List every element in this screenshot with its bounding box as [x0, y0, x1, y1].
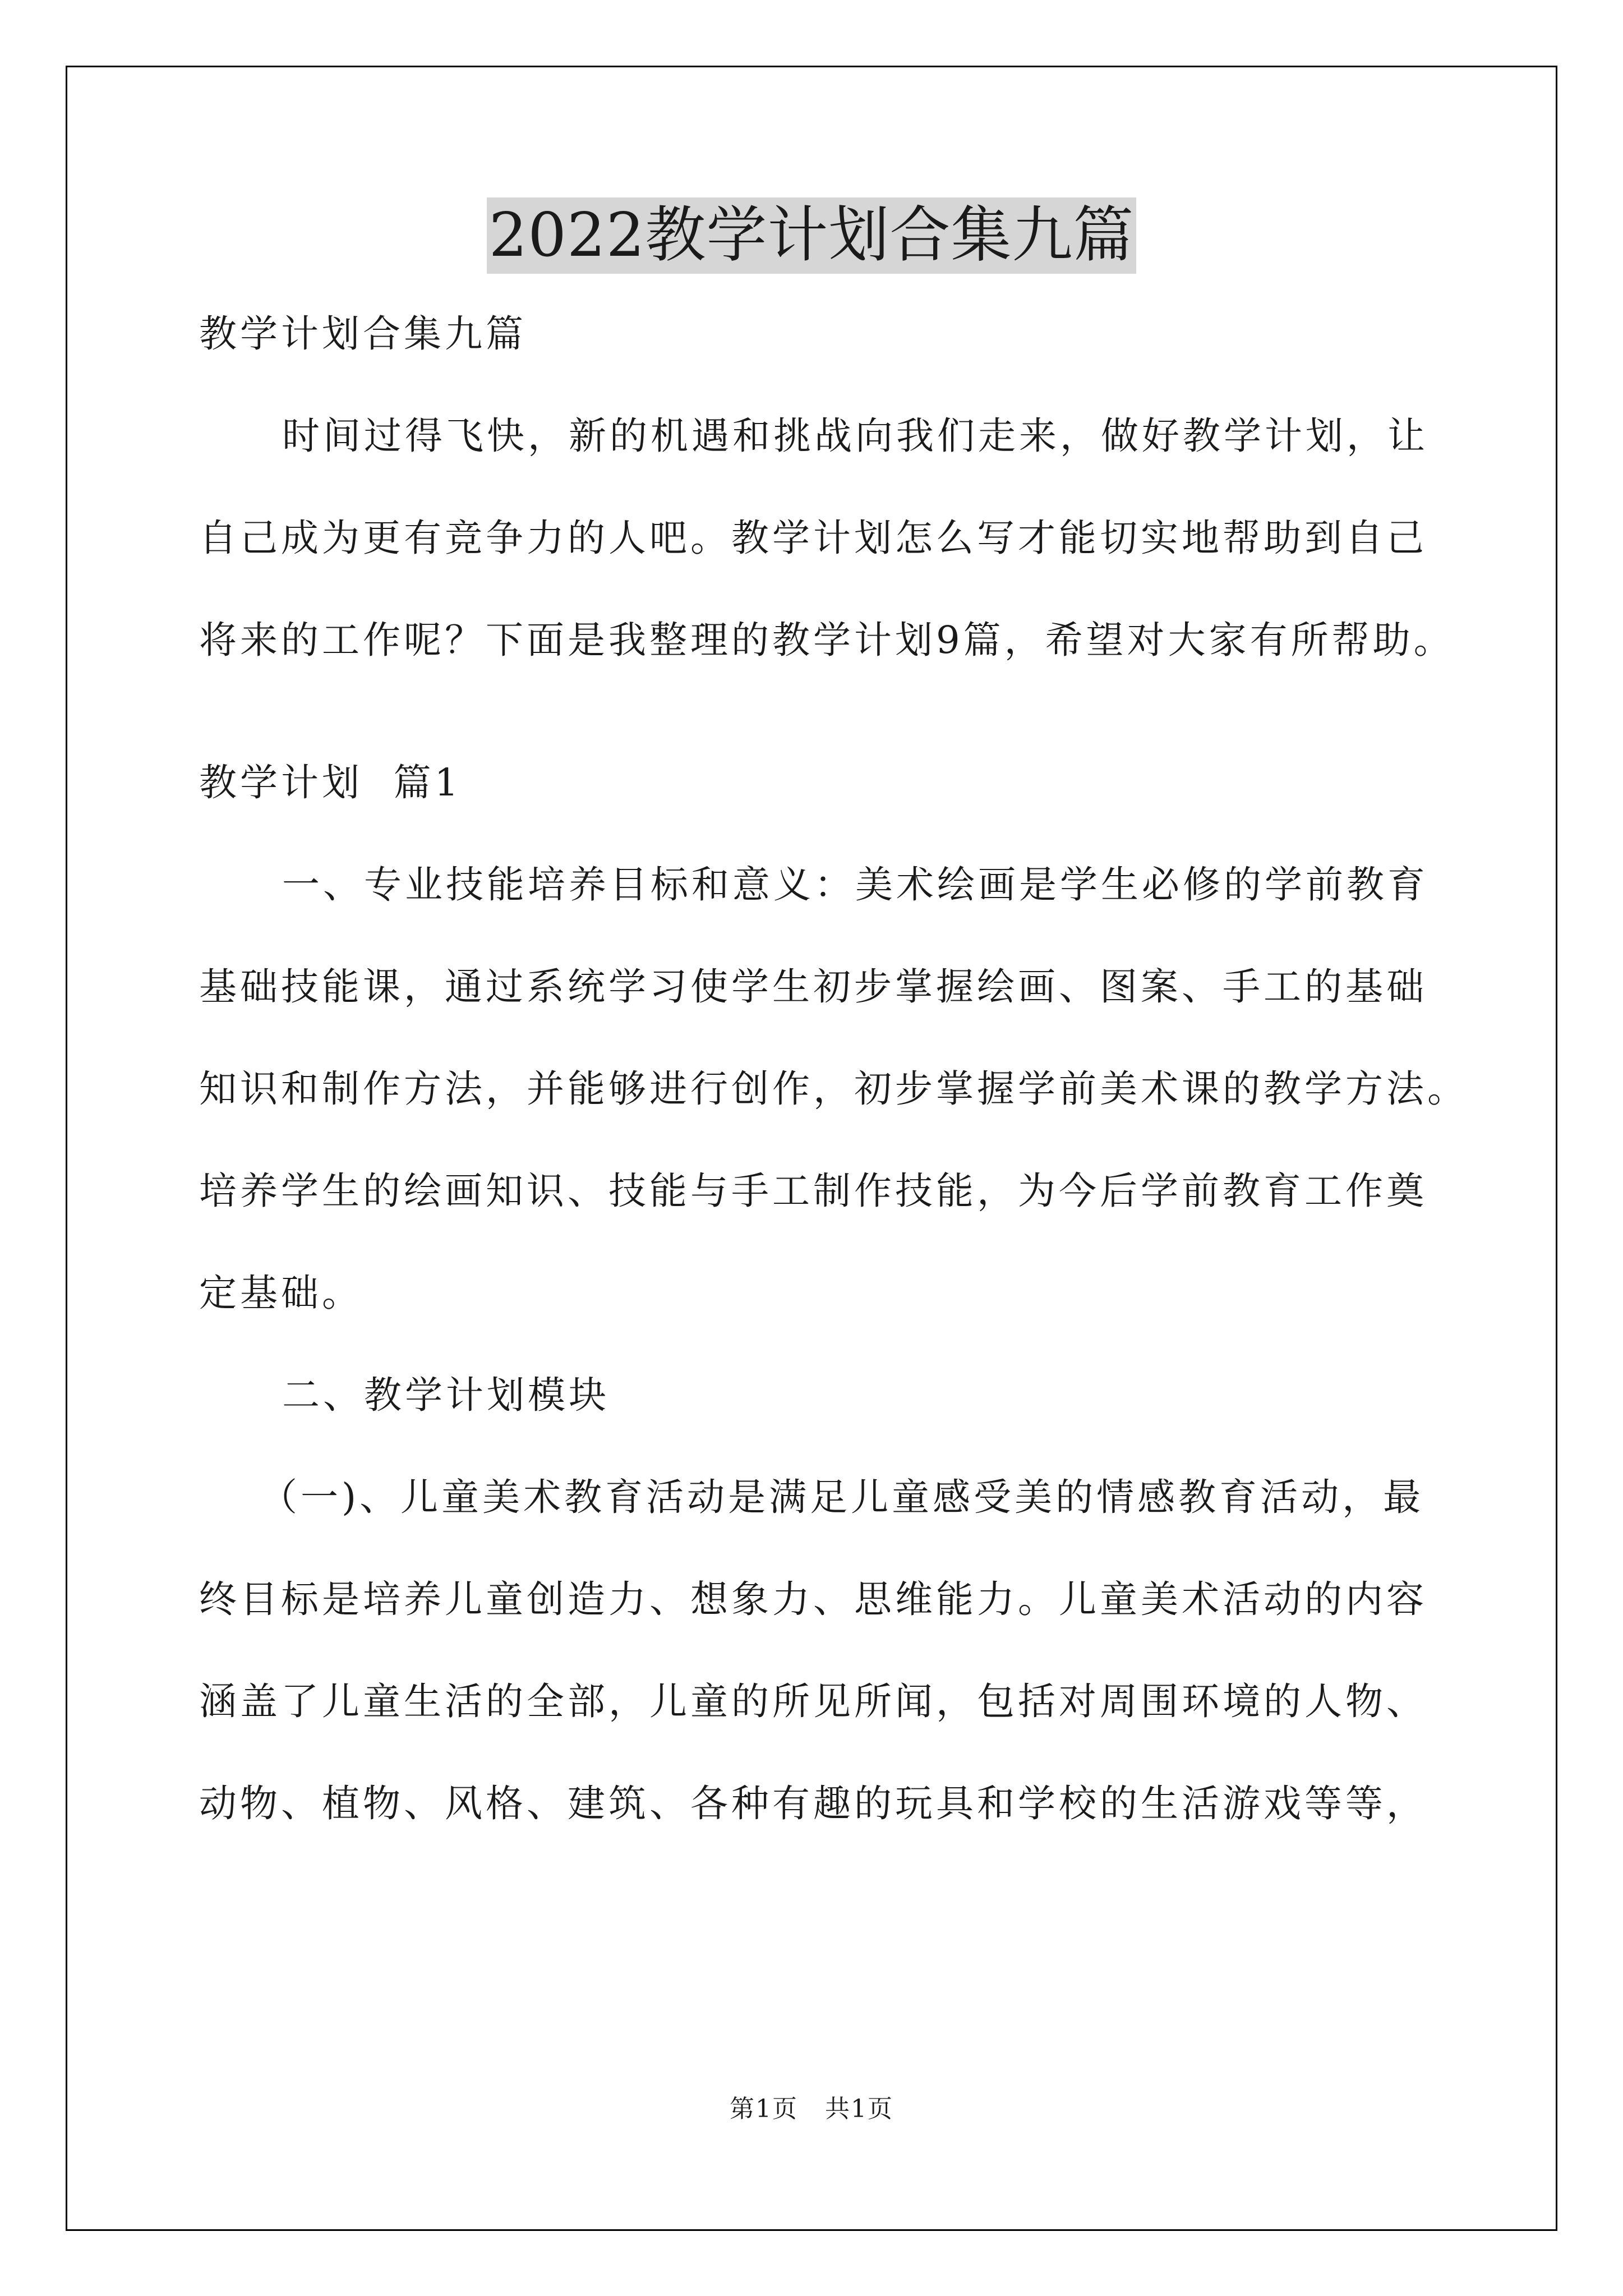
title-wrap — [0, 197, 1623, 274]
document-subtitle: 教学计划合集九篇 — [199, 312, 527, 356]
paragraph-line: 定基础。 — [199, 1271, 363, 1315]
intro-line: 时间过得飞快，新的机遇和挑战向我们走来，做好教学计划，让 — [282, 414, 1428, 458]
paragraph-line: 涵盖了儿童生活的全部，儿童的所见所闻，包括对周围环境的人物、 — [199, 1680, 1427, 1723]
paragraph-line: 培养学生的绘画知识、技能与手工制作技能，为今后学前教育工作奠 — [199, 1169, 1427, 1213]
paragraph-line: 终目标是培养儿童创造力、想象力、思维能力。儿童美术活动的内容 — [199, 1577, 1427, 1621]
intro-line: 自己成为更有竞争力的人吧。教学计划怎么写才能切实地帮助到自己 — [199, 516, 1427, 560]
paragraph-line: 知识和制作方法，并能够进行创作，初步掌握学前美术课的教学方法。 — [199, 1067, 1468, 1111]
paragraph-line: 动物、植物、风格、建筑、各种有趣的玩具和学校的生活游戏等等， — [199, 1782, 1427, 1825]
page-footer — [0, 2095, 1623, 2123]
paragraph-line: 基础技能课，通过系统学习使学生初步掌握绘画、图案、手工的基础 — [199, 965, 1427, 1009]
paragraph-line: 一、专业技能培养目标和意义：美术绘画是学生必修的学前教育 — [282, 863, 1428, 907]
section-heading: 教学计划 篇1 — [199, 761, 462, 804]
document-title: 2022教学计划合集九篇 — [487, 197, 1137, 274]
intro-line: 将来的工作呢？下面是我整理的教学计划9篇，希望对大家有所帮助。 — [199, 618, 1455, 662]
page-number-label: 第1页 共1页 — [730, 2095, 893, 2123]
paragraph-line: （一)、儿童美术教育活动是满足儿童感受美的情感教育活动，最 — [260, 1475, 1424, 1519]
document-body — [199, 312, 1468, 1886]
subsection-heading: 二、教学计划模块 — [282, 1373, 610, 1417]
